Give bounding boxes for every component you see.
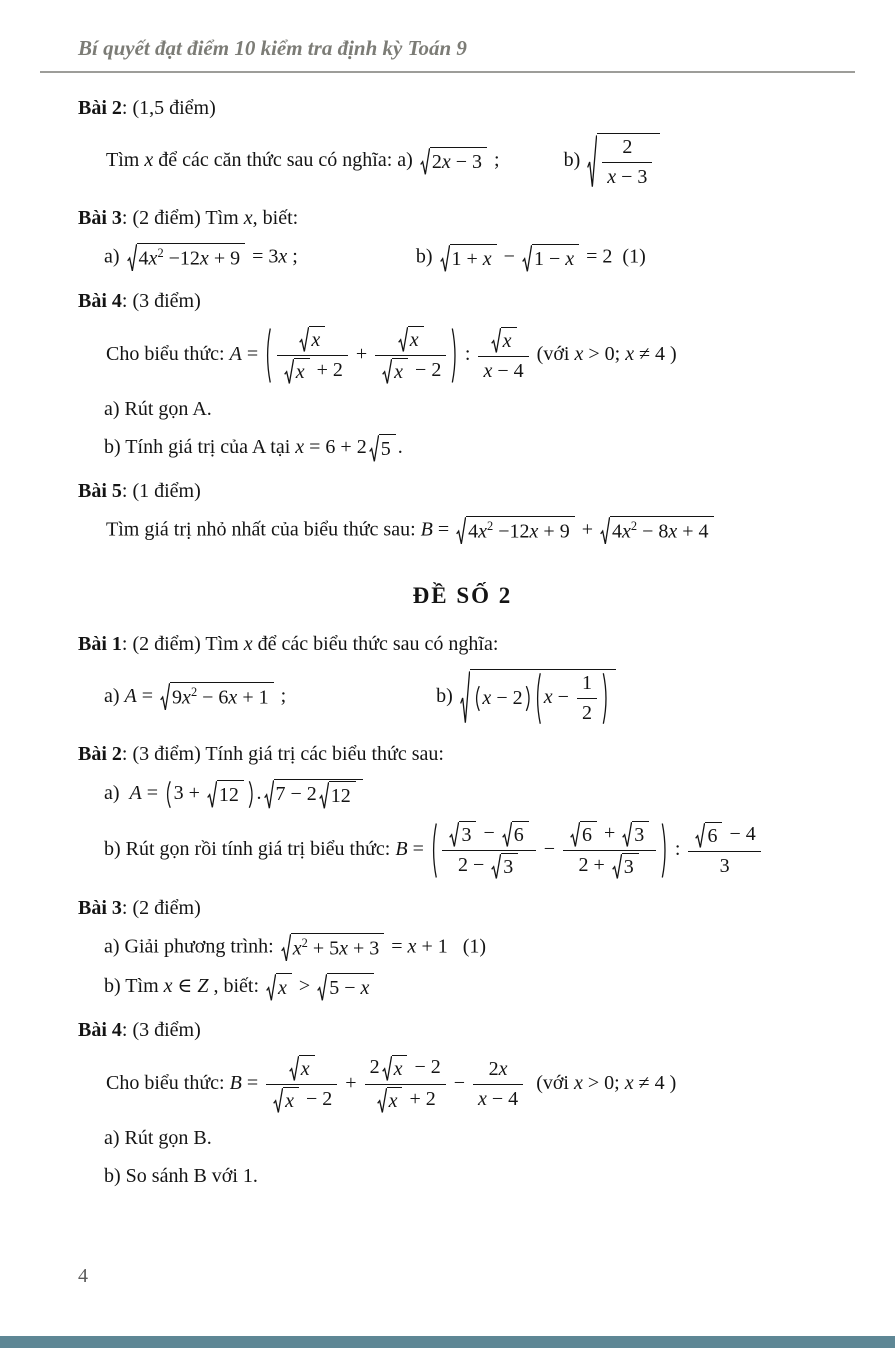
radical-sign-icon	[491, 853, 501, 880]
radical-sign-icon	[522, 244, 532, 273]
radical-sign-icon	[695, 822, 705, 849]
bai2-question: Tìm x để các căn thức sau có nghĩa: a) 2x − 3 ; b) $\frac{2}{x - 3}$	[78, 133, 847, 190]
de-so-2-title: ĐỀ SỐ 2	[412, 582, 513, 608]
radical-sign-icon	[264, 779, 274, 810]
bai4-heading: Bài 4: (3 điểm)	[78, 290, 201, 312]
radical-sign-icon	[440, 244, 450, 273]
left-paren-glyph	[473, 685, 481, 712]
radical-sign-icon	[160, 682, 170, 712]
radical-sign-icon	[622, 821, 632, 848]
d2-bai4-expression: Cho biểu thức: B = x x − 2 + 2 x − 2 x + 2 − $\frac{2x}{x - 4}$ (với x > 0; x ≠ 4 )	[106, 1056, 677, 1113]
d2-bai3-item-b: b) Tìm x ∈ Z , biết: x > 5 − x	[78, 973, 847, 1002]
right-paren-glyph	[525, 685, 533, 712]
d2-bai3-heading: Bài 3: (2 điểm)	[78, 896, 201, 919]
radical-sign-icon	[317, 973, 327, 1002]
radical-sign-icon	[449, 821, 459, 848]
radical-sign-icon	[570, 821, 580, 848]
bai3-items: a) $4x^2 -12x + 9$ = 3x ; b) 1 + x − 1 − x = 2 (1)	[78, 243, 847, 273]
right-paren-glyph	[451, 326, 459, 385]
page-header	[40, 34, 855, 73]
radical-sign-icon	[398, 326, 408, 353]
d2-bai2-heading: Bài 2: (3 điểm) Tính giá trị các biểu thức sau:	[78, 742, 444, 765]
d2-bai4-item-b: b) So sánh B với 1.	[104, 1165, 258, 1188]
d2-bai2-item-a: a) A = 3 + 12 . 7 − 2 12	[78, 779, 847, 810]
radical-sign-icon	[587, 133, 597, 190]
right-paren-glyph	[661, 821, 669, 880]
bai5-heading: Bài 5: (1 điểm)	[78, 480, 201, 502]
radical-sign-icon	[207, 780, 217, 809]
radical-sign-icon	[369, 434, 379, 463]
d2-bai4-heading: Bài 4: (3 điểm)	[78, 1019, 201, 1042]
radical-sign-icon	[491, 327, 501, 354]
right-paren-glyph	[602, 671, 610, 726]
radical-sign-icon	[281, 933, 291, 963]
d2-bai2-item-b: b) Rút gọn rồi tính giá trị biểu thức: B = 3 − 6 2 − 3 − 6 + 3 2 + 3 : 6 − 4 3	[78, 821, 847, 880]
radical-sign-icon	[377, 1087, 387, 1114]
radical-sign-icon	[284, 358, 294, 385]
radical-sign-icon	[273, 1087, 283, 1114]
bai3-heading: Bài 3: (2 điểm) Tìm x, biết:	[78, 207, 299, 230]
d2-bai4-item-a: a) Rút gọn B.	[104, 1127, 212, 1150]
radical-sign-icon	[600, 516, 610, 546]
bai2-heading: Bài 2: (1,5 điểm)	[78, 97, 216, 120]
bottom-band	[0, 1336, 895, 1348]
page-number: 4	[78, 1265, 88, 1287]
header-title: Bí quyết đạt điểm 10 kiểm tra định kỳ Toán 9	[78, 36, 467, 60]
radical-sign-icon	[266, 973, 276, 1002]
radical-sign-icon	[460, 669, 470, 726]
document-content	[78, 95, 847, 1190]
bai4-item-a: a) Rút gọn A.	[104, 398, 212, 420]
bai4-expression: Cho biểu thức: A = x x + 2 + x x − 2 : $\frac{x}{x - 4}$ (với x > 0; x ≠ 4 )	[78, 326, 847, 385]
bai5-question: Tìm giá trị nhỏ nhất của biểu thức sau: B = $4x^2 -12x + 9$ + $4x^2 - 8x + 4$	[78, 516, 847, 546]
radical-sign-icon	[502, 821, 512, 848]
radical-sign-icon	[319, 781, 329, 810]
radical-sign-icon	[289, 1055, 299, 1082]
left-paren-glyph	[264, 326, 272, 385]
d2-bai1-items: a) A = $9x^2 - 6x + 1$ ; b) x − 2 x − $\frac{1}{2}$	[78, 669, 847, 726]
left-paren-glyph	[534, 671, 542, 726]
right-paren-glyph	[248, 780, 256, 809]
radical-sign-icon	[382, 358, 392, 385]
d2-bai1-heading: Bài 1: (2 điểm) Tìm x để các biểu thức sau có nghĩa:	[78, 632, 499, 655]
bai4-item-b: b) Tính giá trị của A tại x = 6 + 2 5 .	[78, 434, 847, 463]
left-paren-glyph	[430, 821, 438, 880]
radical-sign-icon	[420, 147, 430, 176]
left-paren-glyph	[164, 780, 172, 809]
radical-sign-icon	[612, 853, 622, 880]
radical-sign-icon	[382, 1055, 392, 1082]
radical-sign-icon	[299, 326, 309, 353]
d2-bai3-item-a: a) Giải phương trình: $x^2 + 5x + 3$ = x + 1 (1)	[78, 933, 847, 963]
radical-sign-icon	[127, 243, 137, 273]
radical-sign-icon	[456, 516, 466, 546]
